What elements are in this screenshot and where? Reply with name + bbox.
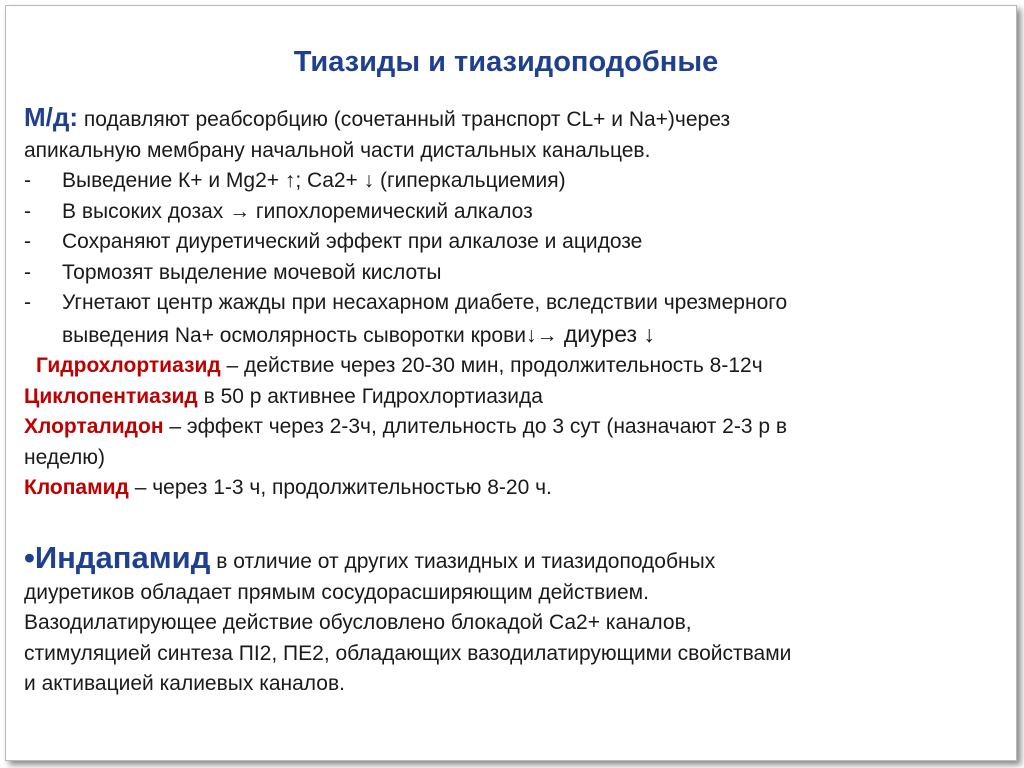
indapamide-line-5: и активацией калиевых каналов. bbox=[24, 672, 345, 695]
bullet-item bbox=[24, 166, 1004, 197]
drug-chlortalidone bbox=[24, 412, 1004, 443]
drug-cyclopenthiazide bbox=[24, 382, 1004, 413]
indapamide-section bbox=[24, 540, 1004, 700]
bullet-text: Сохраняют диуретический эффект при алкалозе и ацидозе bbox=[62, 230, 643, 253]
bullet-dash: - bbox=[24, 169, 31, 192]
mechanism-line-2: апикальную мембрану начальной части дистальных канальцев. bbox=[24, 138, 651, 162]
bullet-text: Выведение К+ и Mg2+ ↑; Ca2+ ↓ (гиперкальциемия) bbox=[62, 169, 566, 192]
drug-text: в 50 р активнее Гидрохлортиазида bbox=[197, 384, 543, 408]
bullet-continuation bbox=[24, 319, 1004, 352]
indapamide-text: в отличие от других тиазидных и тиазидоподобных bbox=[210, 550, 716, 573]
drug-name: Гидрохлортиазид bbox=[36, 354, 221, 377]
drug-clopamide bbox=[24, 473, 1004, 504]
bullet-text: выведения Na+ осмолярность сыворотки крови↓→ bbox=[62, 323, 558, 347]
indapamide-line-4: стимуляцией синтеза ПI2, ПЕ2, обладающих вазодилатирующими свойствами bbox=[24, 641, 792, 665]
drug-hydrochlorothiazide bbox=[24, 351, 1004, 382]
bullet-text: Угнетают центр жажды при несахарном диабете, вследствии чрезмерного bbox=[62, 291, 788, 314]
indapamide-line-3: Вазодилатирующее действие обусловлено блокадой Са2+ каналов, bbox=[24, 611, 692, 634]
drug-text: – через 1-3 ч, продолжительностью 8-20 ч. bbox=[128, 476, 552, 499]
drug-name: Клопамид bbox=[24, 476, 129, 499]
bullet-dash: - bbox=[24, 230, 31, 253]
drug-text: – эффект через 2-3ч, длительность до 3 сут (назначают 2-3 р в bbox=[163, 415, 788, 438]
diuresis-text: диурез ↓ bbox=[557, 320, 655, 347]
drug-chlortalidone-continuation: неделю) bbox=[24, 445, 106, 469]
slide bbox=[5, 5, 1017, 761]
drug-name: Хлорталидон bbox=[24, 415, 164, 438]
bullet-item bbox=[24, 258, 1004, 289]
indapamide-name: •Индапамид bbox=[24, 540, 211, 575]
slide-title: Тиазиды и тиазидоподобные bbox=[293, 46, 719, 78]
drug-name: Циклопентиазид bbox=[24, 384, 198, 408]
indapamide-line-1 bbox=[24, 540, 1004, 578]
bullet-item bbox=[24, 288, 1004, 319]
mechanism-text-1: подавляют реабсорбцию (сочетанный транспорт CL+ и Na+)через bbox=[78, 108, 731, 131]
bullet-item bbox=[24, 227, 1004, 258]
bullet-dash: - bbox=[24, 260, 31, 284]
bullet-dash: - bbox=[24, 199, 31, 223]
indapamide-line-2: диуретиков обладает прямым сосудорасширяющим действием. bbox=[24, 580, 649, 604]
mechanism-label: М/д: bbox=[24, 102, 79, 132]
mechanism-line-1 bbox=[24, 102, 1004, 136]
bullet-text: Тормозят выделение мочевой кислоты bbox=[62, 260, 442, 284]
slide-body bbox=[24, 102, 1004, 504]
drug-text: – действие через 20-30 мин, продолжительность 8-12ч bbox=[220, 354, 763, 377]
bullet-text: В высоких дозах → гипохлоремический алкалоз bbox=[62, 199, 533, 223]
bullet-item bbox=[24, 197, 1004, 228]
bullet-dash: - bbox=[24, 291, 31, 314]
